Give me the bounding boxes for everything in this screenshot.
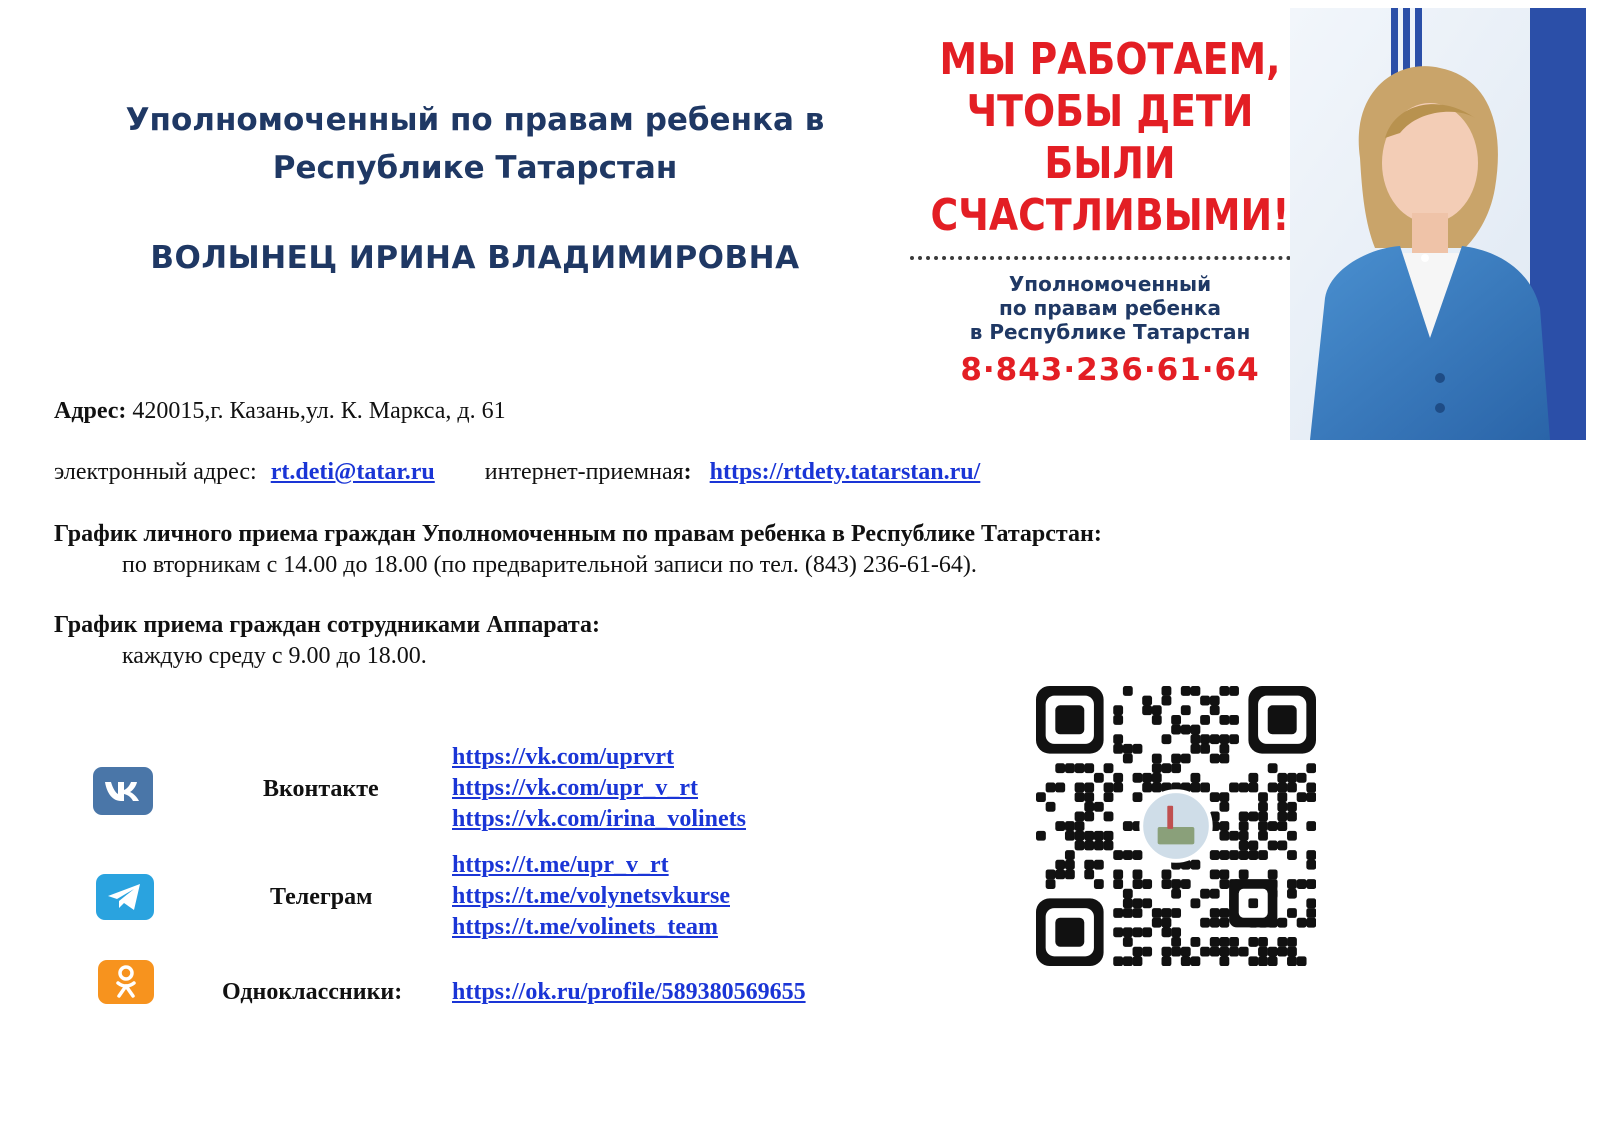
title-line-1: Уполномоченный по правам ребенка в [125,102,825,138]
banner-caption [900,272,1320,344]
web-colon: : [683,459,692,485]
web-label: интернет-приемная [484,459,684,485]
promo-banner [900,8,1586,440]
ok-label: Одноклассники: [222,979,403,1005]
page-title [40,96,910,192]
caption-line-1: Уполномоченный [1008,272,1212,296]
schedule-personal-text: по вторникам с 14.00 до 18.00 (по предварительной записи по тел. (843) 236-61-64). [122,552,977,578]
address-line [54,398,506,425]
title-line-2: Республике Татарстан [272,150,678,186]
dotted-divider [910,256,1315,260]
slogan-line-1: МЫ РАБОТАЕМ, [939,34,1281,85]
slogan-line-3: БЫЛИ [1044,138,1176,189]
telegram-link-1[interactable]: https://t.me/upr_v_rt [452,852,669,878]
qr-code-icon [1036,686,1316,966]
telegram-glyph [106,882,144,912]
person-name: ВОЛЫНЕЦ ИРИНА ВЛАДИМИРОВНА [150,240,800,276]
banner-phone: 8·843·236·61·64 [960,352,1260,388]
email-link[interactable]: rt.deti@tatar.ru [270,459,435,485]
telegram-label: Телеграм [270,884,373,910]
address-value: 420015,г. Казань,ул. К. Маркса, д. 61 [132,398,506,424]
telegram-link-2[interactable]: https://t.me/volynetsvkurse [452,883,730,909]
telegram-icon[interactable] [96,874,154,920]
caption-line-3: в Республике Татарстан [969,320,1251,344]
contacts-line [54,459,980,486]
portrait-photo [1290,8,1586,440]
vk-icon[interactable] [93,767,153,815]
address-label: Адрес: [54,398,127,424]
web-link[interactable]: https://rtdety.tatarstan.ru/ [709,459,981,485]
slogan-line-4: СЧАСТЛИВЫМИ! [930,190,1290,241]
caption-line-2: по правам ребенка [999,296,1221,320]
vk-link-1[interactable]: https://vk.com/uprvrt [452,744,674,770]
email-label: электронный адрес: [54,459,257,485]
banner-slogan [929,34,1290,242]
telegram-link-3[interactable]: https://t.me/volinets_team [452,914,718,940]
vk-link-3[interactable]: https://vk.com/irina_volinets [452,806,747,832]
odnoklassniki-icon[interactable] [98,960,154,1004]
ok-glyph [114,964,138,1000]
vk-label: Вконтакте [263,776,379,802]
schedule-personal-title: График личного приема граждан Уполномоченным по правам ребенка в Республике Татарстан: [54,521,1102,547]
schedule-staff-title: График приема граждан сотрудниками Аппарата: [54,612,600,638]
ok-link-1[interactable]: https://ok.ru/profile/589380569655 [452,979,806,1005]
schedule-staff-text: каждую среду с 9.00 до 18.00. [122,643,427,669]
slogan-line-2: ЧТОБЫ ДЕТИ [966,86,1254,137]
vk-glyph [103,779,143,803]
vk-link-2[interactable]: https://vk.com/upr_v_rt [452,775,698,801]
